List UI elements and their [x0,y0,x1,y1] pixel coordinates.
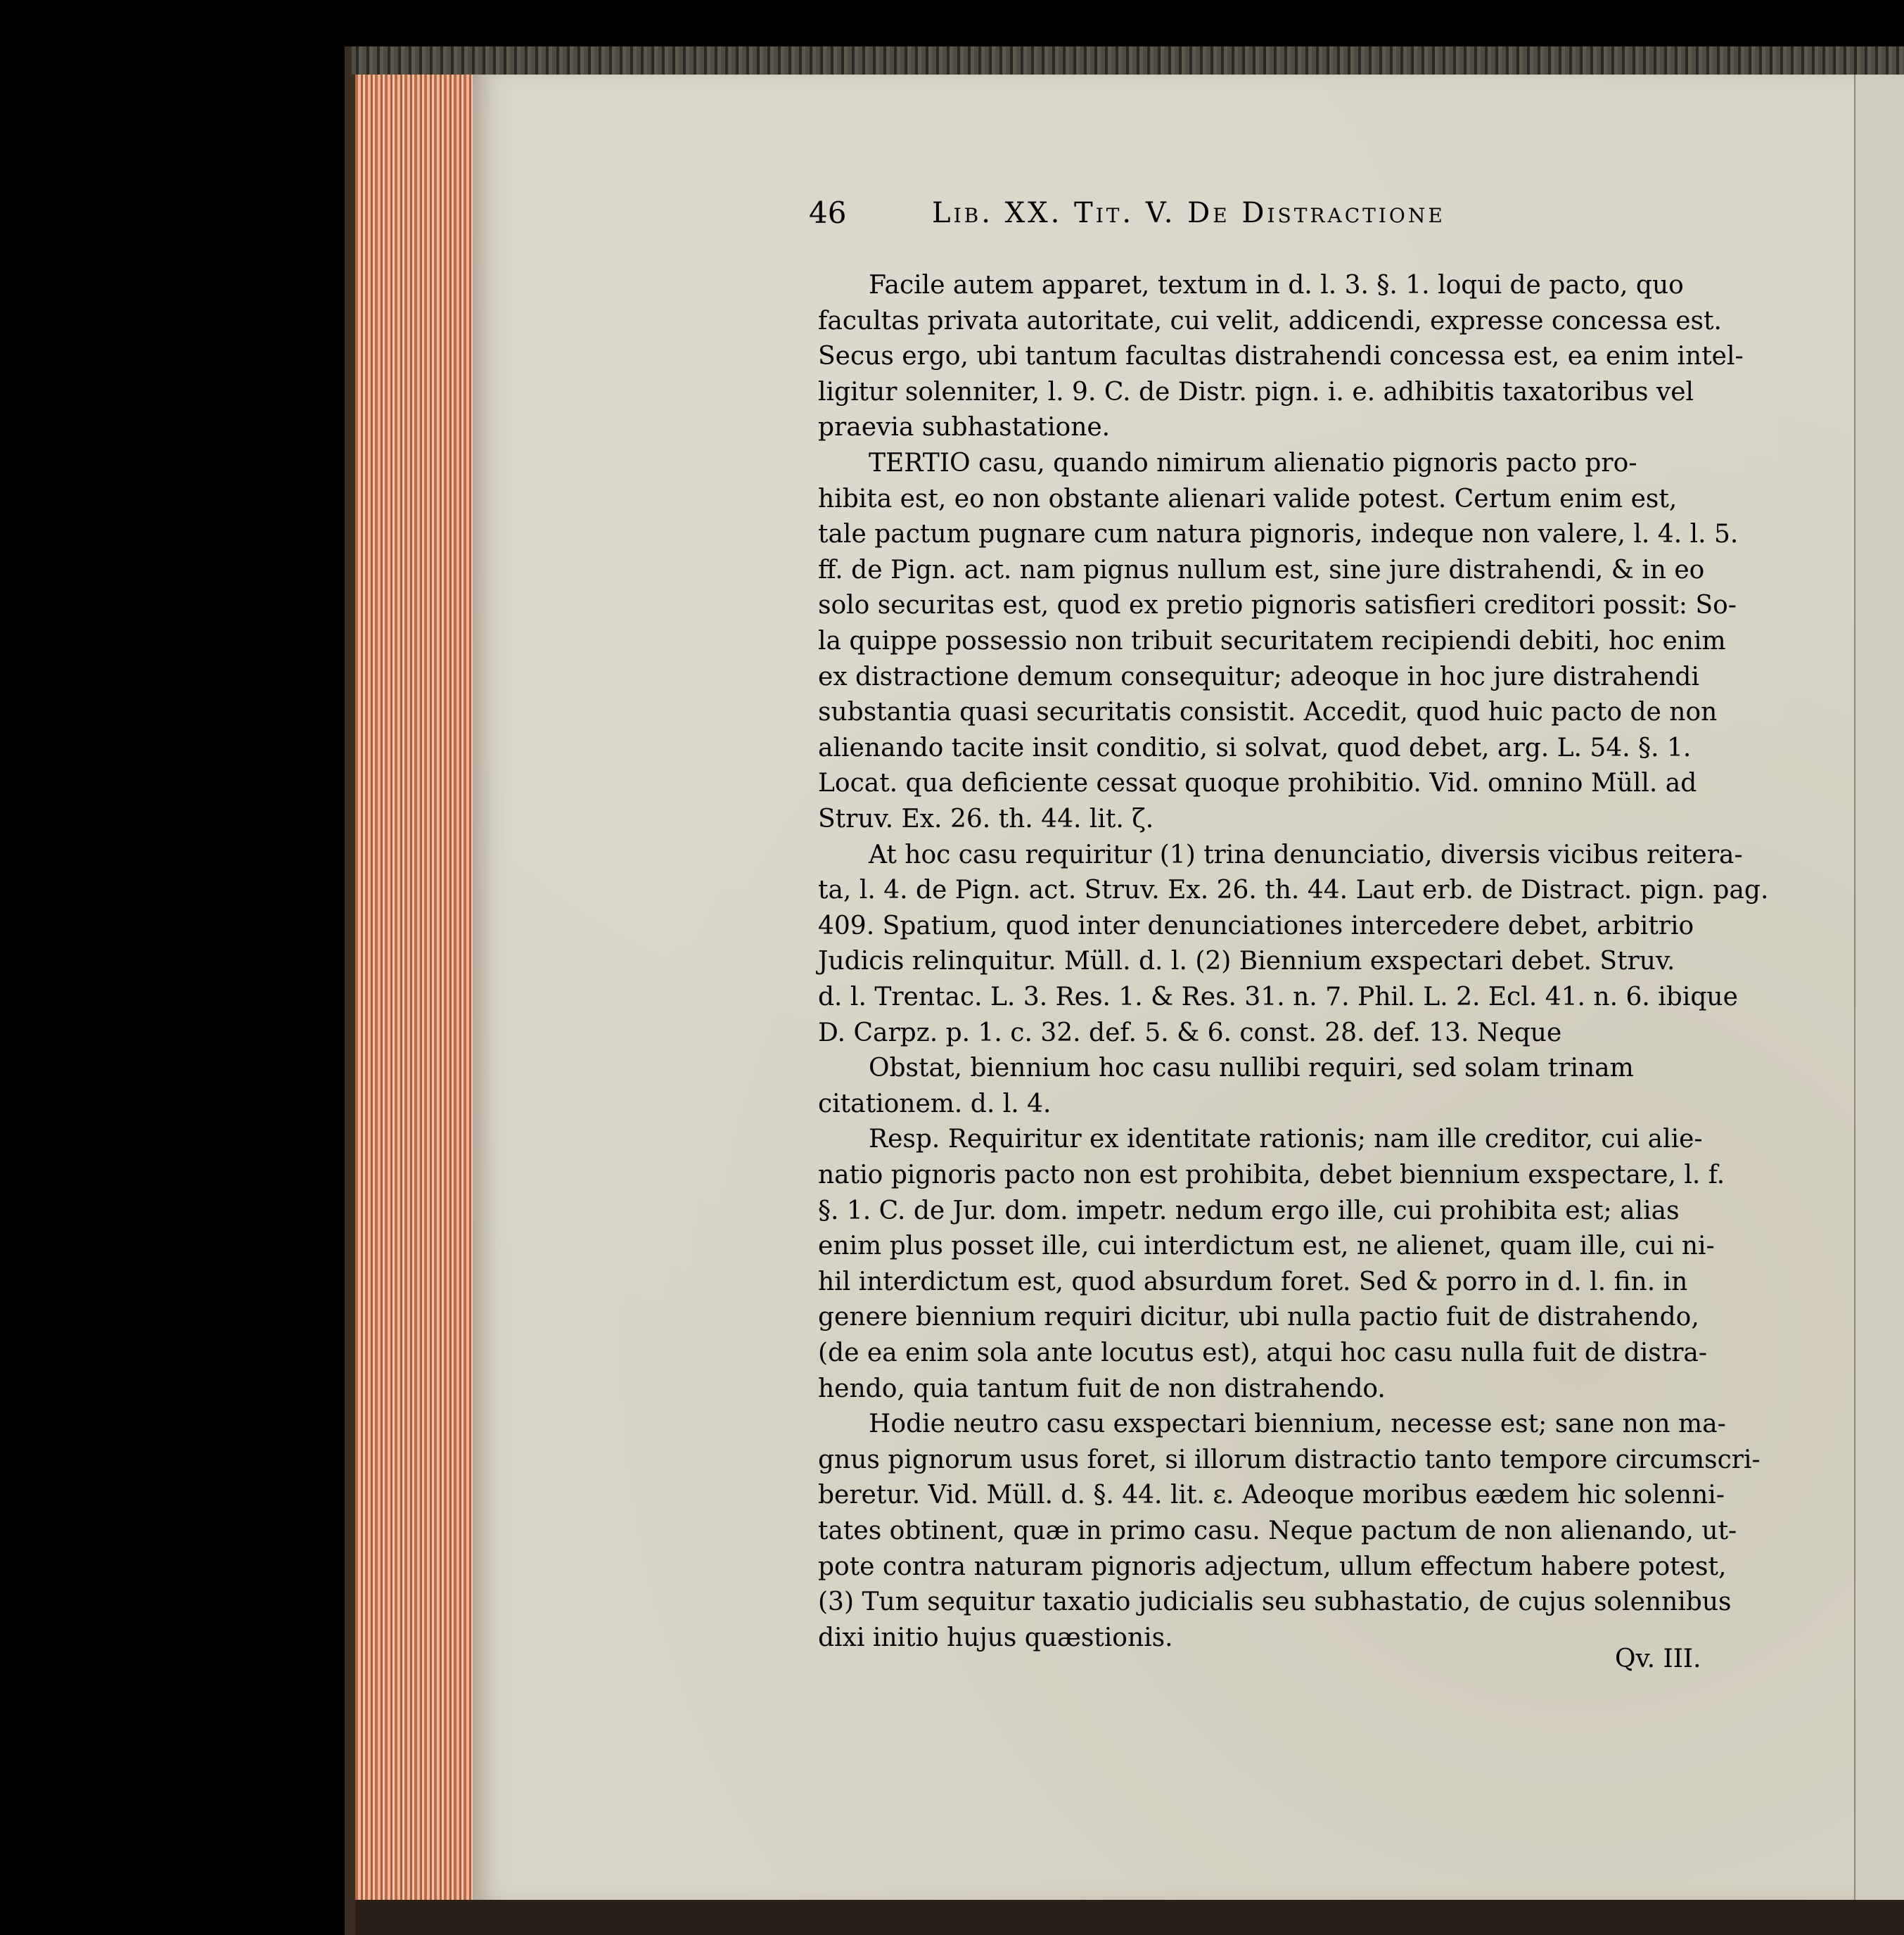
text-line: gnus pignorum usus foret, si illorum distractio tanto tempore circumscri- [818,1445,1761,1474]
facing-page-edge [1854,75,1904,1900]
text-line: §. 1. C. de Jur. dom. impetr. nedum ergo ille, cui prohibita est; alias [818,1196,1680,1225]
text-line: hendo, quia tantum fuit de non distrahendo. [818,1374,1386,1403]
text-line: tates obtinent, quæ in primo casu. Neque pactum de non alienando, ut- [818,1516,1737,1545]
text-line: facultas privata autoritate, cui velit, addicendi, expresse concessa est. [818,306,1722,336]
text-line: tale pactum pugnare cum natura pignoris, indeque non valere, l. 4. l. 5. [818,520,1739,549]
text-line: enim plus posset ille, cui interdictum est, ne alienet, quam ille, cui ni- [818,1232,1715,1261]
text-line: Resp. Requiritur ex identitate rationis; nam ille creditor, cui alie- [869,1125,1703,1154]
text-line: ta, l. 4. de Pign. act. Struv. Ex. 26. th. 44. Laut erb. de Distract. pign. pag. [818,876,1769,905]
text-line: ff. de Pign. act. nam pignus nullum est, sine jure distrahendi, & in eo [818,555,1705,585]
page-number: 46 [809,196,847,230]
running-head-title: Lib. XX. Tit. V. De Distractione [932,197,1445,229]
text-line: hil interdictum est, quod absurdum foret. Sed & porro in d. l. fin. in [818,1267,1688,1296]
text-line: At hoc casu requiritur (1) trina denunciatio, diversis vicibus reitera- [869,840,1743,869]
text-line: praevia subhastatione. [818,413,1111,442]
text-line: natio pignoris pacto non est prohibita, debet biennium exspectare, l. f. [818,1161,1725,1189]
book-bottom-edge [355,1900,1904,1935]
text-line: D. Carpz. p. 1. c. 32. def. 5. & 6. const. 28. def. 13. Neque [818,1018,1562,1047]
book-top-edge [352,46,1904,75]
text-line: (3) Tum sequitur taxatio judicialis seu subhastatio, de cujus solennibus [818,1588,1732,1617]
text-line: Judicis relinquitur. Müll. d. l. (2) Biennium exspectari debet. Struv. [818,947,1675,976]
text-line: Locat. qua deficiente cessat quoque prohibitio. Vid. omnino Müll. ad [818,769,1697,798]
running-head [809,196,1695,238]
text-line: (de ea enim sola ante locutus est), atqui hoc casu nulla fuit de distra- [818,1339,1708,1367]
text-line: 409. Spatium, quod inter denunciationes intercedere debet, arbitrio [818,911,1694,940]
catchword: Qv. III. [1615,1645,1701,1673]
text-line: Facile autem apparet, textum in d. l. 3. §. 1. loqui de pacto, quo [869,271,1684,300]
text-line: ligitur solenniter, l. 9. C. de Distr. pign. i. e. adhibitis taxatoribus vel [818,377,1694,407]
text-line: substantia quasi securitatis consistit. Accedit, quod huic pacto de non [818,698,1718,727]
text-line: citationem. d. l. 4. [818,1089,1052,1118]
page-edges [355,75,475,1900]
text-line: Struv. Ex. 26. th. 44. lit. ζ. [818,805,1154,834]
text-line: hibita est, eo non obstante alienari valide potest. Certum enim est, [818,484,1678,513]
text-line: Hodie neutro casu exspectari biennium, necesse est; sane non ma- [869,1410,1726,1439]
text-line: d. l. Trentac. L. 3. Res. 1. & Res. 31. n. 7. Phil. L. 2. Ecl. 41. n. 6. ibique [818,983,1738,1011]
text-line: alienando tacite insit conditio, si solvat, quod debet, arg. L. 54. §. 1. [818,733,1692,762]
text-line: beretur. Vid. Müll. d. §. 44. lit. ε. Adeoque moribus eædem hic solenni- [818,1481,1725,1510]
text-line: la quippe possessio non tribuit securitatem recipiendi debiti, hoc enim [818,627,1726,656]
text-line: TERTIO casu, quando nimirum alienatio pignoris pacto pro- [869,449,1637,478]
text-line: solo securitas est, quod ex pretio pignoris satisfieri creditori possit: So- [818,591,1737,620]
text-line: genere biennium requiri dicitur, ubi nulla pactio fuit de distrahendo, [818,1303,1699,1332]
text-line: ex distractione demum consequitur; adeoque in hoc jure distrahendi [818,662,1699,691]
text-line: Secus ergo, ubi tantum facultas distrahendi concessa est, ea enim intel- [818,342,1744,371]
text-line: pote contra naturam pignoris adjectum, ullum effectum habere potest, [818,1552,1727,1581]
text-line: dixi initio hujus quæstionis. [818,1623,1173,1652]
text-line: Obstat, biennium hoc casu nullibi requiri, sed solam trinam [869,1054,1634,1083]
